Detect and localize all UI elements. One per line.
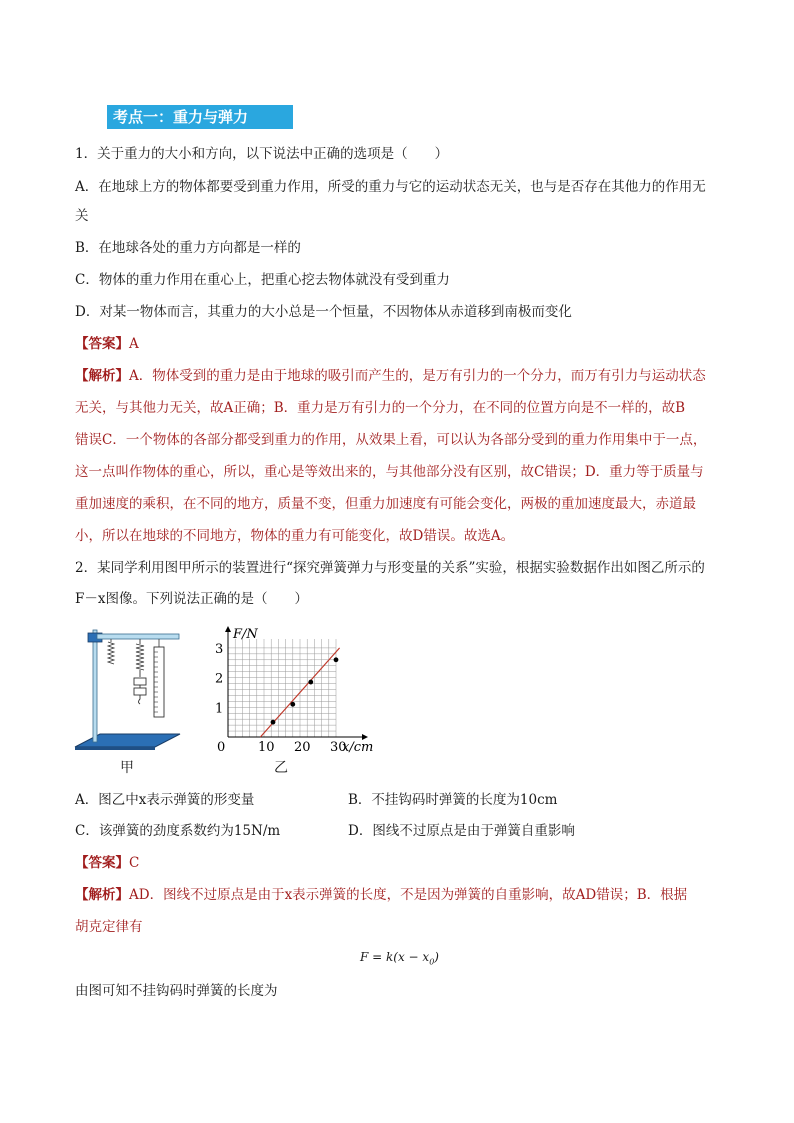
q2-analysis-line-1 — [75, 886, 687, 904]
q2-after-text: 由图可知不挂钩码时弹簧的长度为 — [75, 983, 278, 999]
q1-option-b: B．在地球各处的重力方向都是一样的 — [75, 240, 301, 256]
y-axis-label: F/N — [233, 627, 258, 642]
q2-stem-1: 2．某同学利用图甲所示的装置进行“探究弹簧弹力与形变量的关系”实验，根据实验数据作出如图乙所示的 — [75, 560, 705, 576]
q2-analysis-line-2: 胡克定律有 — [75, 919, 143, 935]
data-point-4 — [334, 657, 339, 662]
formula-subscript: 0 — [429, 957, 435, 967]
x-tick-label: 30 — [330, 740, 347, 755]
hooke-formula — [360, 950, 439, 966]
q1-analysis-tag: 【解析】 — [75, 368, 129, 384]
q2-option-c: C．该弹簧的劲度系数约为15N/m — [75, 823, 281, 839]
q2-analysis-text-1: AD．图线不过原点是由于x表示弹簧的长度，不是因为弹簧的自重影响，故AD错误；B．根据 — [129, 887, 688, 903]
x-axis-label: x/cm — [342, 740, 374, 755]
q1-stem: 1．关于重力的大小和方向，以下说法中正确的选项是（ ） — [75, 146, 449, 162]
q1-analysis-line-2: 无关，与其他力无关，故A正确；B．重力是万有引力的一个分力，在不同的位置方向是不一样的，故B — [75, 400, 686, 416]
q2-stem-2: F－x图像。下列说法正确的是（ ） — [75, 591, 308, 607]
q2-answer: C — [129, 855, 140, 871]
q1-analysis-line-1 — [75, 367, 706, 385]
x-tick-label: 20 — [294, 740, 311, 755]
data-point-2 — [290, 702, 295, 707]
data-point-1 — [271, 720, 276, 725]
fx-chart — [210, 622, 380, 757]
apparatus-figure — [70, 622, 185, 757]
q1-option-c: C．物体的重力作用在重心上，把重心挖去物体就没有受到重力 — [75, 272, 450, 288]
spring — [136, 639, 144, 677]
q2-option-b: B．不挂钩码时弹簧的长度为10cm — [348, 792, 558, 808]
y-axis-arrow — [225, 626, 231, 632]
q1-answer: A — [129, 336, 139, 352]
q1-option-a-cont: 关 — [75, 208, 89, 224]
hook-weight-2 — [134, 688, 146, 695]
formula-close: ) — [434, 950, 439, 964]
q2-analysis-tag: 【解析】 — [75, 887, 129, 903]
q2-answer-tag: 【答案】 — [75, 855, 129, 871]
q1-answer-tag: 【答案】 — [75, 336, 129, 352]
data-point-3 — [308, 680, 313, 685]
q1-answer-line — [75, 335, 139, 353]
stand-rod — [93, 630, 97, 742]
stand-arm — [97, 634, 179, 639]
hook-weight-1 — [134, 678, 146, 685]
q1-option-d: D．对某一物体而言，其重力的大小总是一个恒量，不因物体从赤道移到南极而变化 — [75, 304, 572, 320]
q1-analysis-line-3: 错误C．一个物体的各部分都受到重力的作用，从效果上看，可以认为各部分受到的重力作用集中于一点， — [75, 432, 707, 448]
apparatus-base — [75, 734, 180, 747]
y-tick-label: 1 — [215, 701, 224, 717]
q1-analysis-line-6: 小，所以在地球的不同地方，物体的重力有可能变化，故D错误。故选A。 — [75, 528, 515, 544]
formula-main: F = k(x − x — [360, 950, 430, 964]
q2-option-d: D．图线不过原点是由于弹簧自重影响 — [348, 823, 575, 839]
apparatus-base-edge — [75, 747, 155, 750]
x-tick-label: 0 — [217, 740, 226, 755]
q2-answer-line — [75, 854, 139, 872]
figure-caption-left: 甲 — [120, 760, 134, 776]
q1-option-a: A．在地球上方的物体都要受到重力作用，所受的重力与它的运动状态无关，也与是否存在其他力的作用无 — [75, 179, 706, 195]
q2-option-a: A．图乙中x表示弹簧的形变量 — [75, 792, 255, 808]
q1-analysis-line-5: 重加速度的乘积，在不同的地方，质量不变，但重力加速度有可能会变化，两极的重加速度最大，赤道最 — [75, 496, 696, 512]
x-tick-label: 10 — [258, 740, 275, 755]
spring-reference — [108, 639, 114, 664]
y-tick-label: 2 — [215, 671, 224, 687]
figure-caption-right: 乙 — [274, 760, 288, 776]
q1-analysis-text-1: A．物体受到的重力是由于地球的吸引而产生的，是万有引力的一个分力，而万有引力与运动状态 — [129, 368, 706, 384]
y-tick-label: 3 — [215, 641, 224, 657]
q1-analysis-line-4: 这一点叫作物体的重心，所以，重心是等效出来的，与其他部分没有区别，故C错误；D．重力等于质量与 — [75, 464, 704, 480]
topic-heading: 考点一：重力与弹力 — [107, 105, 293, 129]
